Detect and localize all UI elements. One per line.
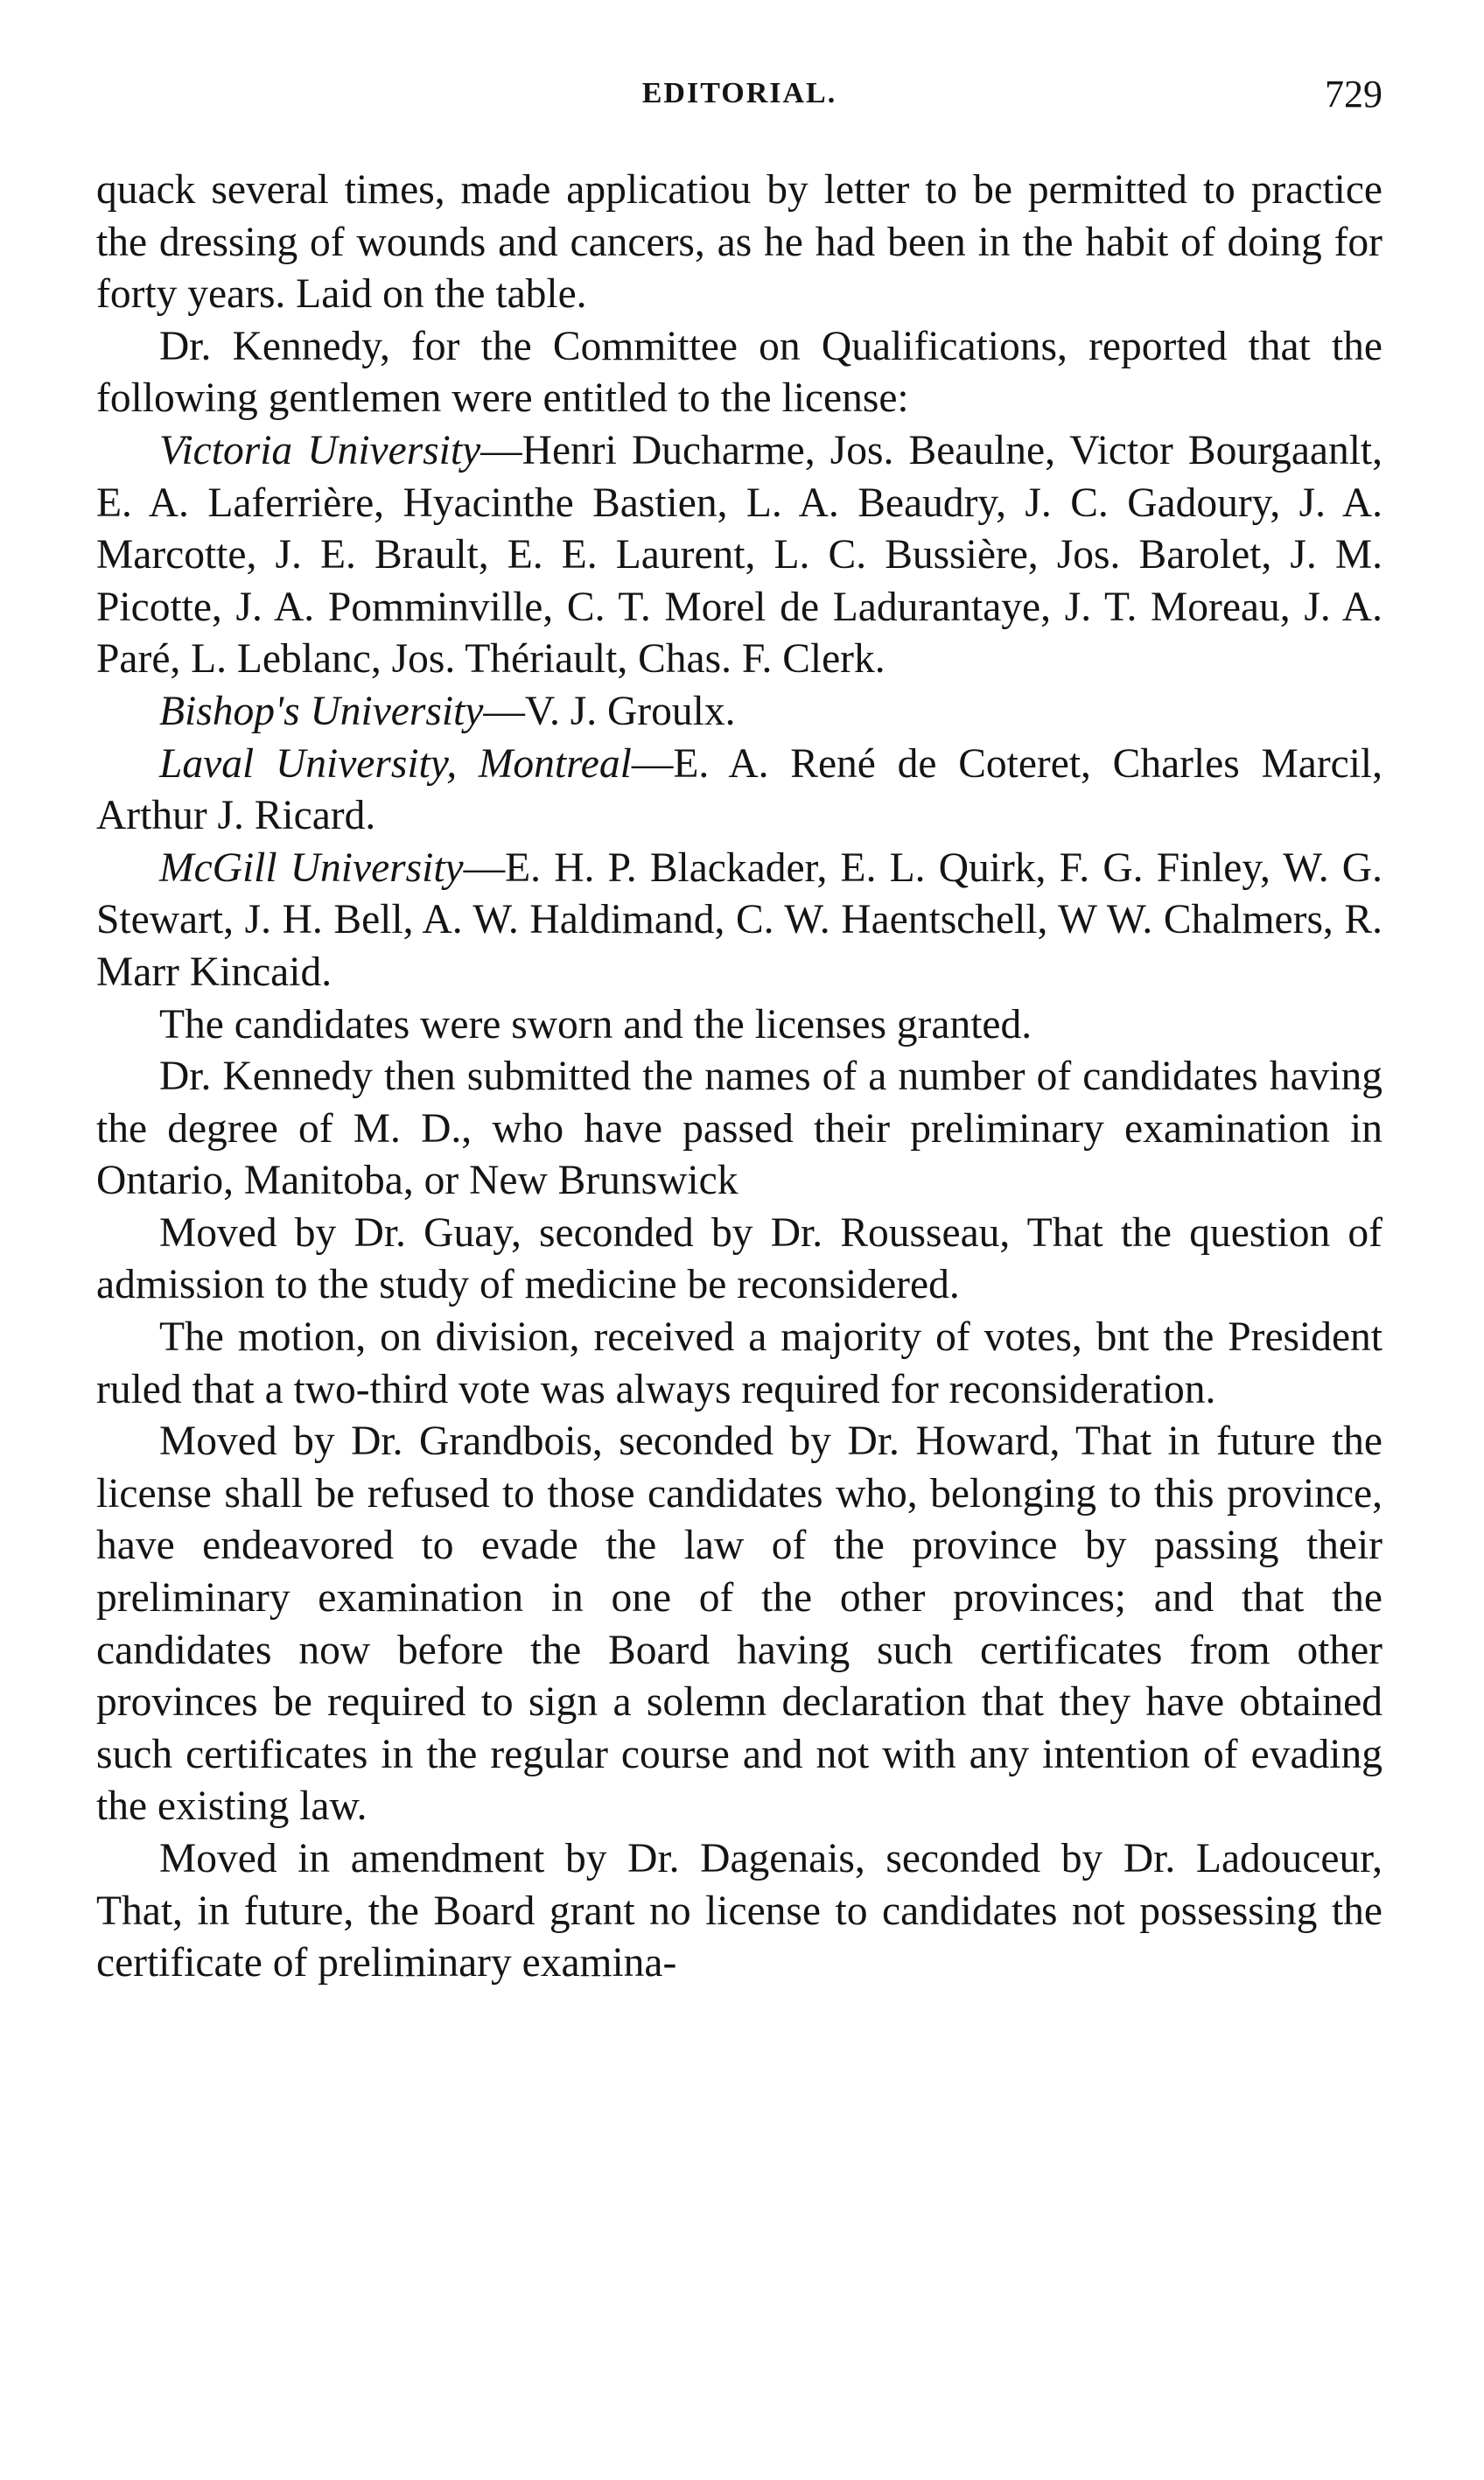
paragraph-bishops-university bbox=[96, 686, 1382, 739]
page-header bbox=[96, 73, 1382, 138]
paragraph-text: —Henri Ducharme, Jos. Beaulne, Victor Bourgaanlt, E. A. Laferrière, Hyacinthe Bastien, L. A. Beaudry, J. C. Gadoury, J. A. Marcotte, J. E. Brault, E. E. Laurent, L. C. Bussière, Jos. Barolet, J. M. Picotte, J. A. Pomminville, C. T. Morel de Ladurantaye, J. T. Moreau, J. A. Paré, L. Leblanc, Jos. Thériault, Chas. F. Clerk. bbox=[96, 427, 1382, 683]
paragraph-text: —E. A. René de Coteret, Charles Marcil, Arthur J. Ricard. bbox=[96, 740, 1382, 839]
paragraph-grandbois-motion bbox=[96, 1416, 1382, 1833]
paragraph-text: The motion, on division, received a majority of votes, bnt the President ruled that a two-third vote was always required for reconsideration. bbox=[96, 1314, 1382, 1412]
paragraph-kennedy-submission bbox=[96, 1051, 1382, 1208]
paragraph-text: quack several times, made applicatiou by letter to be permitted to practice the dressing of wounds and cancers, as he had been in the habit of doing for forty years. Laid on the table. bbox=[96, 167, 1382, 318]
university-label: Bishop's University bbox=[159, 688, 484, 734]
document-page bbox=[96, 73, 1382, 1990]
paragraph-guay-motion bbox=[96, 1208, 1382, 1312]
paragraph-text: The candidates were sworn and the licenses granted. bbox=[159, 1001, 1032, 1047]
university-label: Victoria University bbox=[159, 427, 481, 473]
paragraph-text: —E. H. P. Blackader, E. L. Quirk, F. G. Finley, W. G. Stewart, J. H. Bell, A. W. Haldimand, C. W. Haentschell, W W. Chalmers, R. Marr Kincaid. bbox=[96, 844, 1382, 995]
paragraph-dagenais-amendment bbox=[96, 1833, 1382, 1990]
paragraph-victoria-university bbox=[96, 425, 1382, 686]
running-head: EDITORIAL. bbox=[641, 77, 837, 109]
paragraph-division bbox=[96, 1312, 1382, 1416]
paragraph-laval-university bbox=[96, 739, 1382, 843]
paragraph-text: Dr. Kennedy, for the Committee on Qualifications, reported that the following gentlemen were entitled to the license: bbox=[96, 323, 1382, 422]
paragraph-text: Moved by Dr. Guay, seconded by Dr. Rousseau, That the question of admission to the study of medicine be reconsidered. bbox=[96, 1209, 1382, 1308]
paragraph-sworn bbox=[96, 999, 1382, 1052]
university-label: McGill University bbox=[159, 844, 464, 891]
page-number: 729 bbox=[1325, 73, 1382, 116]
paragraph-text: Moved in amendment by Dr. Dagenais, seconded by Dr. Ladouceur, That, in future, the Board grant no license to candidates not possessing the certificate of preliminary examina- bbox=[96, 1836, 1382, 1986]
paragraph-text: Dr. Kennedy then submitted the names of a number of candidates having the degree of M. D., who have passed their preliminary examination in Ontario, Manitoba, or New Brunswick bbox=[96, 1054, 1382, 1204]
paragraph-mcgill-university bbox=[96, 843, 1382, 999]
university-label: Laval University, Montreal bbox=[159, 740, 632, 787]
body-text bbox=[96, 165, 1382, 1990]
paragraph-text: Moved by Dr. Grandbois, seconded by Dr. Howard, That in future the license shall be refused to those candidates who, belonging to this province, have endeavored to evade the law of the province by passing their preliminary examination in one of the other provinces; and that the candidates now before the Board having such certificates from other provinces be required to sign a solemn declaration that they have obtained such certificates in the regular course and not with any intention of evading the existing law. bbox=[96, 1419, 1382, 1830]
paragraph-petition bbox=[96, 165, 1382, 321]
paragraph-committee-report bbox=[96, 321, 1382, 425]
paragraph-text: —V. J. Groulx. bbox=[483, 688, 736, 734]
